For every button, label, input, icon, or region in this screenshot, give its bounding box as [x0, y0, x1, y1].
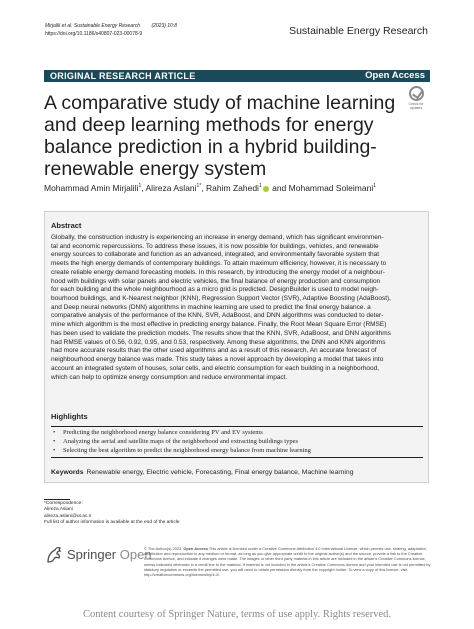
springer-horse-icon: [44, 545, 64, 565]
orcid-icon[interactable]: [263, 186, 269, 192]
highlight-text: Analyzing the aerial and satellite maps of the neighborhood and extracting buildings types: [63, 438, 299, 445]
author-name[interactable]: Alireza Aslani: [145, 182, 197, 193]
running-head: [45, 22, 187, 38]
highlight-item: [51, 446, 421, 455]
correspondence-label: *Correspondence:: [44, 501, 83, 506]
author-connector: and: [272, 182, 287, 193]
article-type-label: ORIGINAL RESEARCH ARTICLE: [50, 71, 196, 81]
copyright-line: © The Author(s) 2023.: [144, 546, 183, 551]
open-access-label: Open Access: [360, 70, 430, 82]
journal-name: Sustainable Energy Research: [289, 25, 428, 37]
author-affiliation-mark: 1: [138, 183, 142, 189]
highlights-list: [51, 428, 421, 455]
keywords-text: Renewable energy, Electric vehicle, Forecasting, Final energy balance, Machine learning: [86, 469, 354, 476]
keywords-label: Keywords: [51, 469, 84, 476]
license-statement: [144, 546, 432, 577]
running-head-year-volume: (2023) 10:8: [151, 23, 178, 29]
author-name[interactable]: Mohammad Soleimani: [288, 182, 374, 193]
abstract-box: [44, 211, 429, 483]
springer-open-logo: [44, 544, 152, 566]
author-affiliation-mark: 1: [373, 183, 377, 189]
author-list: Mohammad Amin Mirjalili$^1$, Alireza Aslani$^{1*}$, Rahim Zahedi$^1$ and Mohammad Soleimani$^1$: [44, 182, 377, 193]
abstract-heading: Abstract: [51, 221, 82, 230]
correspondence-footnote: [44, 501, 194, 527]
open-access-tag: Open Access: [183, 546, 208, 551]
running-head-doi-link[interactable]: https://doi.org/10.1186/s40807-023-00078-9: [45, 31, 143, 37]
keywords-line: [51, 469, 353, 476]
springer-open-suffix: Open: [119, 547, 152, 562]
check-updates-label: Check for updates: [408, 102, 424, 110]
bullet-icon: •: [53, 447, 56, 454]
author-affiliation-mark: 1: [258, 183, 262, 189]
courtesy-footer: Content courtesy of Springer Nature, terms of use apply. Rights reserved.: [82, 609, 392, 620]
author-name[interactable]: Mohammad Amin Mirjalili: [44, 182, 139, 193]
springer-wordmark: [67, 547, 152, 563]
highlight-text: Predicting the neighborhood energy balance considering PV and EV systems: [63, 429, 263, 436]
article-title: A comparative study of machine learning and deep learning methods for energy balance prediction in a hybrid building-renewable energy system: [44, 92, 396, 180]
highlights-rule-top: [51, 426, 423, 427]
highlight-item: [51, 428, 421, 437]
highlight-item: [51, 437, 421, 446]
check-updates-icon: [409, 86, 424, 101]
license-text: This article is licensed under a Creative Commons Attribution 4.0 International License, which permits use, sharing, adaptation, distribution and reproduction in any medium or format, as long as you give appropriate credit to the original author(s) and the source, provide a link to the Creative Commons licence, and indicate if changes were made. The images or other third party material in this article are included in the article's Creative Commons licence, unless indicated otherwise in a credit line to the material. If material is not included in the article's Creative Commons licence and your intended use is not permitted by statutory regulation or exceeds the permitted use, you will need to obtain permission directly from the copyright holder. To view a copy of this licence, visit http://creativecommons.org/licenses/by/4.0/.: [144, 546, 431, 578]
bullet-icon: •: [53, 438, 56, 445]
article-type-banner: [44, 70, 430, 82]
abstract-text: Globally, the construction industry is experiencing an increase in energy demand, which has significant environmen- tal and economic repercussions. To address these issues, it is now possible for buildings, vehicles, and renewable energy sources to collaborate and function as an advanced, integrated, and environmentally favorable system that meets the high energy demands of contemporary buildings. To attain maximum efficiency, however, it is necessary to create reliable energy demand forecasting models. In this research, by introducing the energy model of a neighbour- hood with buildings with solar panels and electric vehicles, the final balance of energy production and consumption for each building and the whole neighbourhood as a micro grid is predicted. DesignBuilder is used to model neigh- bourhood buildings, and K-Nearest neighbor (KNN), Regression Support Vector (SVR), Adaptive Boosting (AdaBoost), and Deep neural networks (DNN) algorithms in machine learning are used to predict the final energy balance. a comparative analysis of the performance of the KNN, SVR, AdaBoost, and DNN algorithms was conducted to deter- mine which algorithm is the most effective in predicting energy balance. Finally, the Root Mean Square Error (RMSE) has been used to validate the prediction models. The results show that the KNN, SVR, AdaBoost, and DNN algorithms had RMSE values of 0.56, 0.92, 0.95, and 0.53, respectively. Among these algorithms, the DNN and KNN algorithms had more accurate results than the other used algorithms and as a result of this research, An accurate forecast of neighbourhood energy balance was made. This study takes a novel approach by developing a model that takes into account an integrated system of houses, solar cells, and electric consumption for each building in a neighborhood, which can help to optimize energy consumption and reduce environmental impact.: [51, 234, 391, 381]
running-head-authors: Mirjalili et al. Sustainable Energy Research: [45, 23, 141, 29]
bullet-icon: •: [53, 429, 56, 436]
correspondence-email-link[interactable]: alireza.aslani@ut.ac.ir: [44, 513, 92, 519]
springer-name: Springer: [67, 547, 117, 562]
author-affiliation-mark: 1*: [196, 183, 202, 189]
author-name[interactable]: Rahim Zahedi: [206, 182, 259, 193]
highlights-heading: Highlights: [51, 412, 88, 421]
correspondence-name: Alireza Aslani: [44, 507, 73, 513]
highlights-rule-bottom: [51, 457, 423, 458]
highlight-text: Selecting the best algorithm to predict the neighborhood energy balance from machine learning: [63, 447, 311, 454]
affiliation-note: Full list of author information is available at the end of the article: [44, 520, 180, 526]
footnote-rule: [44, 499, 70, 500]
check-for-updates-badge[interactable]: [403, 86, 429, 114]
